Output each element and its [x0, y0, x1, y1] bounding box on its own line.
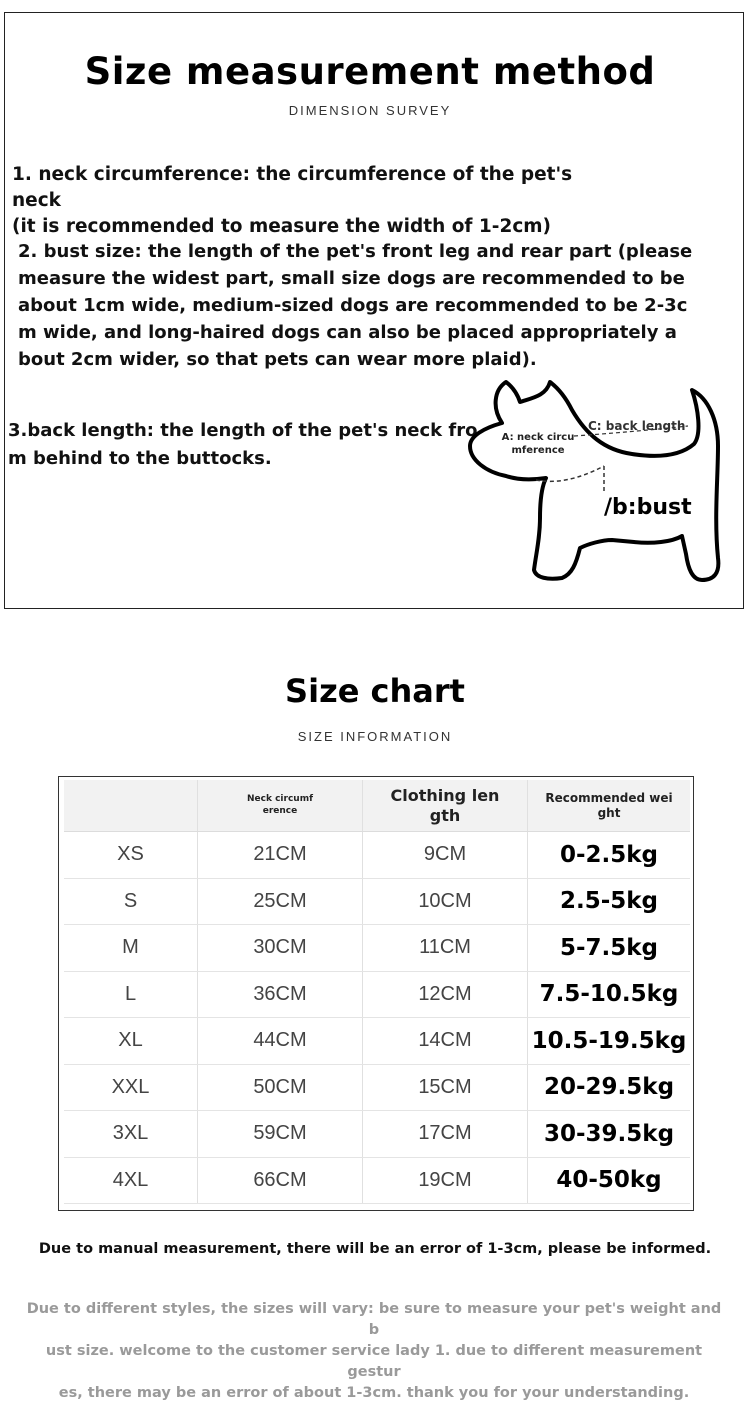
neck-circumference-label: A: neck circu mference: [501, 432, 575, 456]
table-row: [64, 1018, 690, 1065]
neck-cell: 50CM: [198, 1065, 363, 1111]
size-table: [64, 780, 690, 1204]
length-cell: 11CM: [363, 925, 528, 971]
neck-cell: 44CM: [198, 1018, 363, 1064]
table-row: [64, 1111, 690, 1158]
header-size: [64, 780, 198, 831]
size-cell: S: [64, 879, 198, 925]
table-row: [64, 1065, 690, 1112]
weight-cell: 5-7.5kg: [559, 934, 659, 961]
header-neck-circumference: Neck circumf erence: [198, 780, 363, 831]
weight-cell: 2.5-5kg: [559, 888, 659, 915]
weight-cell: 10.5-19.5kg: [531, 1027, 687, 1054]
neck-cell: 30CM: [198, 925, 363, 971]
neck-cell: 59CM: [198, 1111, 363, 1157]
size-cell: 3XL: [64, 1111, 198, 1157]
back-length-instruction: 3.back length: the length of the pet's neck fro m behind to the buttocks.: [8, 420, 478, 469]
weight-cell: 20-29.5kg: [543, 1074, 675, 1101]
neck-cell: 21CM: [198, 832, 363, 878]
size-cell: XXL: [64, 1065, 198, 1111]
method-title: Size measurement method: [84, 50, 656, 93]
table-row: [64, 925, 690, 972]
weight-cell: 40-50kg: [556, 1167, 662, 1194]
size-cell: M: [64, 925, 198, 971]
bust-label: /b:bust: [604, 495, 692, 520]
weight-cell: 7.5-10.5kg: [539, 981, 679, 1008]
table-row: [64, 832, 690, 879]
measurement-error-note: Due to manual measurement, there will be an error of 1-3cm, please be informed.: [38, 1241, 712, 1257]
size-cell: XS: [64, 832, 198, 878]
length-cell: 17CM: [363, 1111, 528, 1157]
table-row: [64, 1158, 690, 1205]
size-cell: 4XL: [64, 1158, 198, 1204]
bust-size-instruction: 2. bust size: the length of the pet's front leg and rear part (please measure the widest part, small size dogs are recommended to be about 1cm wide, medium-sized dogs are recommended to be 2-3c m wide, and long-haired dogs can also be placed appropriately a bout 2cm wider, so that pets can wear more plaid).: [18, 241, 693, 370]
neck-cell: 66CM: [198, 1158, 363, 1204]
length-cell: 12CM: [363, 972, 528, 1018]
back-length-label: C: back length: [588, 419, 686, 433]
header-clothing-length: Clothing len gth: [363, 780, 528, 831]
neck-cell: 25CM: [198, 879, 363, 925]
length-cell: 10CM: [363, 879, 528, 925]
header-recommended-weight: Recommended wei ght: [545, 790, 673, 820]
length-cell: 19CM: [363, 1158, 528, 1204]
size-cell: XL: [64, 1018, 198, 1064]
table-row: [64, 972, 690, 1019]
length-cell: 9CM: [363, 832, 528, 878]
length-cell: 14CM: [363, 1018, 528, 1064]
size-cell: L: [64, 972, 198, 1018]
length-cell: 15CM: [363, 1065, 528, 1111]
table-row: [64, 879, 690, 926]
weight-cell: 0-2.5kg: [559, 841, 659, 868]
neck-circumference-instruction: 1. neck circumference: the circumference of the pet's neck (it is recommended to measure the width of 1-2cm): [12, 164, 573, 237]
size-table-header: [64, 780, 690, 832]
method-subtitle: DIMENSION SURVEY: [288, 103, 452, 118]
style-variation-note: Due to different styles, the sizes will vary: be sure to measure your pet's weight and b ust size. welcome to the customer service lady 1. due to different measurement gestur es, there may be an error of about 1-3cm. thank you for your understanding.: [26, 1301, 722, 1401]
size-chart-title: Size chart: [285, 672, 465, 710]
neck-cell: 36CM: [198, 972, 363, 1018]
weight-cell: 30-39.5kg: [543, 1120, 675, 1147]
size-chart-subtitle: SIZE INFORMATION: [297, 729, 453, 744]
dog-silhouette-diagram: [462, 368, 742, 593]
